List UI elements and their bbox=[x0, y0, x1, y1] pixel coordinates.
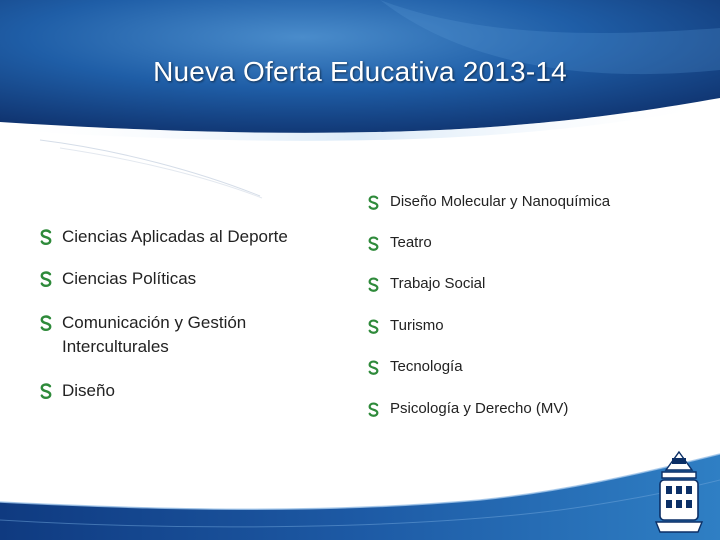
s-bullet-icon bbox=[368, 233, 390, 251]
s-bullet-icon bbox=[40, 225, 62, 245]
list-item-label: Ciencias Aplicadas al Deporte bbox=[62, 227, 288, 246]
list-item-label: Tecnología bbox=[390, 358, 463, 375]
list-item-label: Turismo bbox=[390, 317, 444, 334]
s-bullet-icon bbox=[40, 311, 62, 331]
s-bullet-icon bbox=[40, 379, 62, 399]
list-item bbox=[40, 225, 288, 249]
list-item bbox=[368, 274, 485, 294]
list-item-label: Psicología y Derecho (MV) bbox=[390, 400, 569, 417]
university-emblem-icon bbox=[648, 448, 710, 538]
s-bullet-icon bbox=[368, 316, 390, 334]
s-bullet-icon bbox=[40, 267, 62, 287]
list-item bbox=[368, 233, 432, 253]
s-bullet-icon bbox=[368, 399, 390, 417]
list-item-label: Trabajo Social bbox=[390, 275, 486, 292]
list-item bbox=[368, 357, 463, 377]
list-item bbox=[368, 192, 610, 212]
list-item bbox=[40, 379, 115, 403]
list-item-label: Comunicación y Gestión Interculturales bbox=[62, 313, 247, 356]
s-bullet-icon bbox=[368, 357, 390, 375]
s-bullet-icon bbox=[368, 192, 390, 210]
list-item bbox=[40, 267, 196, 291]
list-item bbox=[368, 316, 444, 336]
footer-background bbox=[0, 440, 720, 540]
slide-title: Nueva Oferta Educativa 2013-14 bbox=[153, 56, 567, 87]
list-item-label: Ciencias Políticas bbox=[62, 269, 197, 288]
list-item-label: Diseño bbox=[62, 381, 115, 400]
s-bullet-icon bbox=[368, 274, 390, 292]
list-item bbox=[368, 399, 568, 419]
list-item bbox=[40, 311, 290, 359]
list-item-label: Diseño Molecular y Nanoquímica bbox=[390, 193, 611, 210]
header-background bbox=[0, 0, 720, 200]
list-item-label: Teatro bbox=[390, 234, 432, 251]
